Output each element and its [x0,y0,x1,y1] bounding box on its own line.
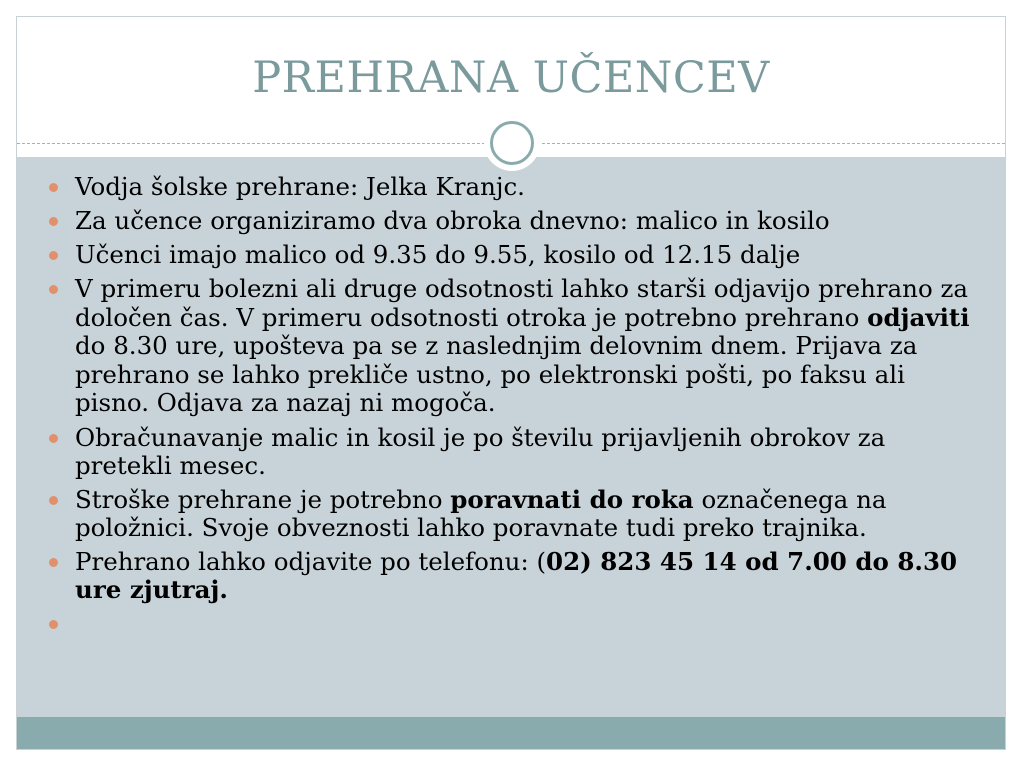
bullet-dot-icon [49,183,58,192]
bullet-list [49,173,979,644]
bullet-text: označenega na položnici. Svoje obveznosti lahko poravnate tudi preko trajnika. [75,484,887,542]
bullet-text: do 8.30 ure, upošteva pa se z naslednjim delovnim dnem. Prijava za prehrano se lahko prekliče ustno, po elektronski pošti, po faksu ali pisno. Odjava za nazaj ni mogoča. [75,331,918,417]
slide-title: PREHRANA UČENCEV [252,53,770,103]
bullet-text: Vodja šolske prehrane: Jelka Kranjc. [75,172,525,201]
bullet-item [49,610,979,638]
bullet-item [49,486,979,542]
bullet-bold-text: poravnati do roka [450,484,694,514]
bullet-text: Prehrano lahko odjavite po telefonu: ( [75,546,547,576]
bullet-dot-icon [49,285,58,294]
bullet-text: V primeru bolezni ali druge odsotnosti lahko starši odjavijo prehrano za določen čas. V primeru odsotnosti otroka je potrebno prehrano [75,274,968,332]
bullet-dot-icon [49,434,58,443]
slide [16,16,1006,750]
bullet-item [49,173,979,201]
bullet-dot-icon [49,217,58,226]
bullet-item [49,241,979,269]
bullet-text: Učenci imajo malico od 9.35 do 9.55, kosilo od 12.15 dalje [75,240,801,269]
bullet-bold-text: 02) 823 45 14 od 7.00 do 8.30 ure zjutraj. [75,546,958,604]
bullet-bold-text: odjaviti [867,302,970,332]
bullet-text: Stroške prehrane je potrebno [75,484,451,514]
bullet-dot-icon [49,496,58,505]
bullet-text: Za učence organiziramo dva obroka dnevno: malico in kosilo [75,206,830,235]
bullet-item [49,207,979,235]
bullet-item [49,275,979,418]
ring-icon [490,121,534,165]
bullet-dot-icon [49,620,58,629]
bullet-text: Obračunavanje malic in kosil je po številu prijavljenih obrokov za pretekli mesec. [75,422,886,480]
bullet-dot-icon [49,558,58,567]
footer-band [17,717,1005,750]
bullet-dot-icon [49,251,58,260]
bullet-item [49,424,979,480]
bullet-item [49,548,979,604]
